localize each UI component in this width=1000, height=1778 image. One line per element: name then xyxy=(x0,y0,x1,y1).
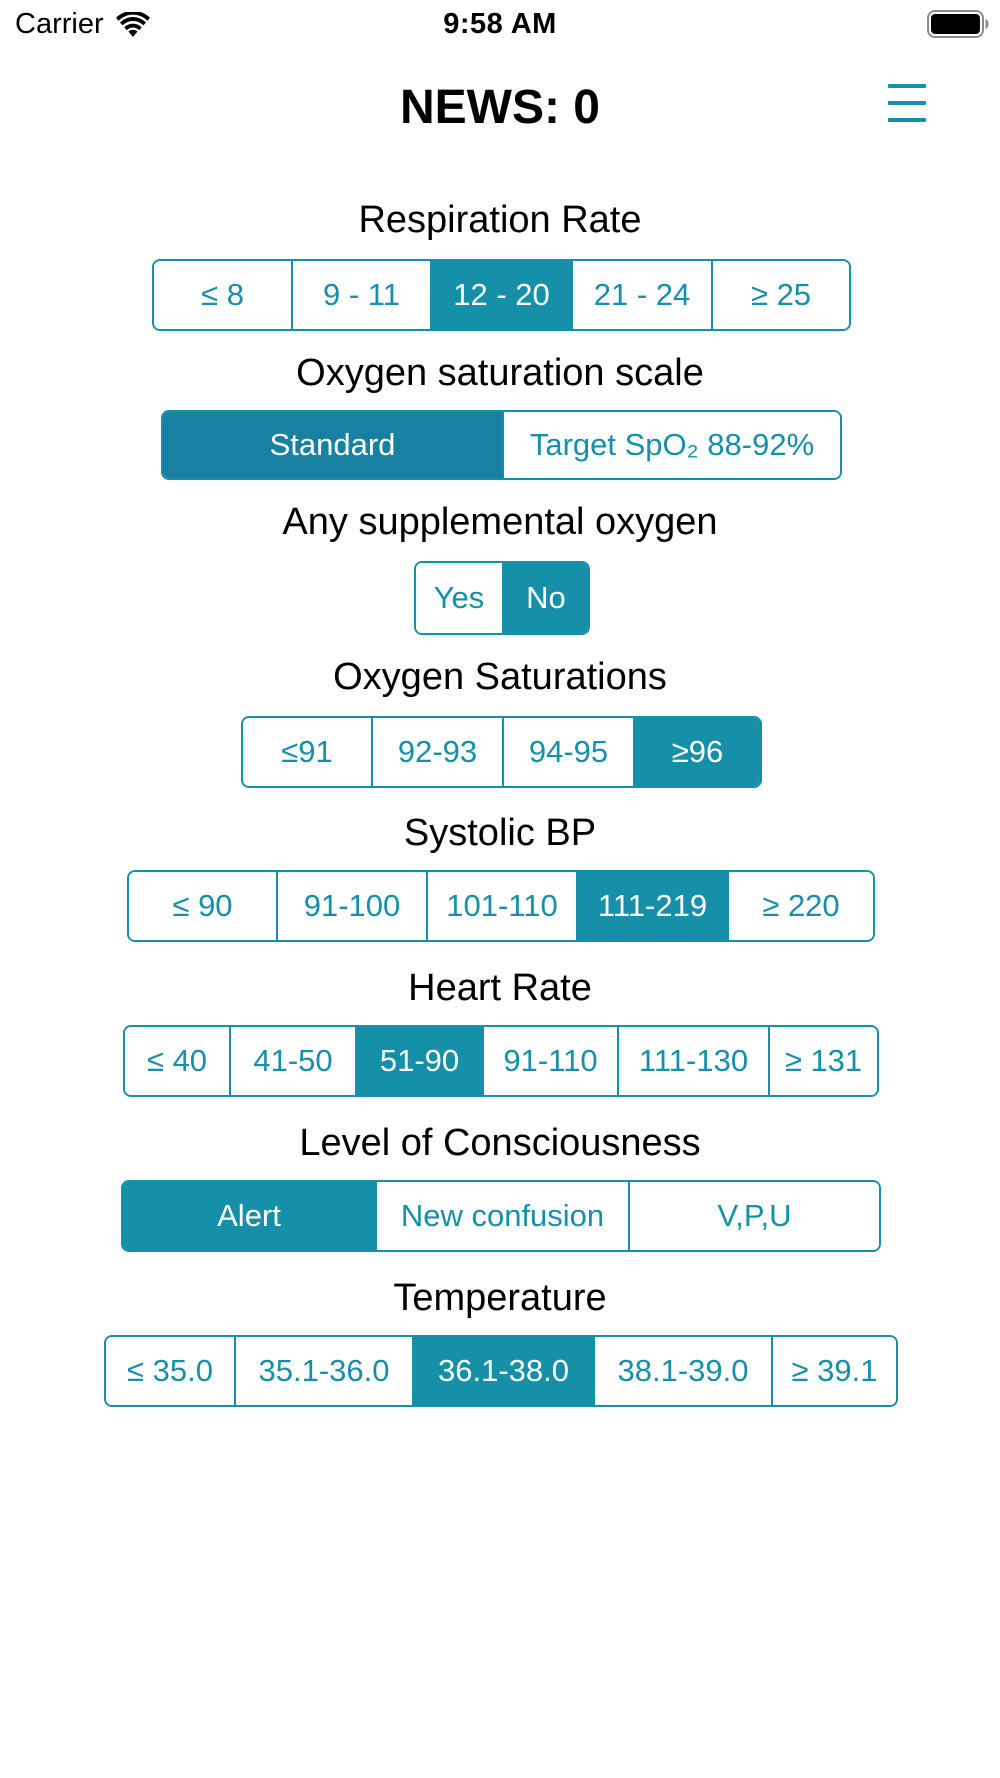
oxygen-scale-selector xyxy=(161,410,842,480)
respiration-rate-label: Respiration Rate xyxy=(358,199,642,241)
temperature-selector xyxy=(104,1335,898,1407)
supplemental-oxygen-option-selected[interactable]: No xyxy=(504,563,588,633)
temperature-option-selected[interactable]: 36.1-38.0 xyxy=(414,1337,595,1405)
heart-rate-option[interactable]: ≥ 131 xyxy=(770,1027,877,1095)
respiration-option[interactable]: ≤ 8 xyxy=(154,261,293,329)
consciousness-option[interactable]: V,P,U xyxy=(630,1182,879,1250)
temperature-option[interactable]: 35.1-36.0 xyxy=(236,1337,414,1405)
status-time: 9:58 AM xyxy=(443,8,557,40)
heart-rate-option[interactable]: 41-50 xyxy=(231,1027,357,1095)
systolic-bp-selector xyxy=(127,870,875,942)
supplemental-oxygen-selector xyxy=(414,561,590,635)
systolic-bp-option[interactable]: ≤ 90 xyxy=(129,872,278,940)
oxygen-saturations-label: Oxygen Saturations xyxy=(333,656,667,698)
supplemental-oxygen-label: Any supplemental oxygen xyxy=(282,501,718,543)
consciousness-option[interactable]: New confusion xyxy=(377,1182,630,1250)
oxygen-scale-label: Oxygen saturation scale xyxy=(296,352,704,394)
navigation-bar xyxy=(0,70,1000,150)
heart-rate-option[interactable]: 91-110 xyxy=(484,1027,619,1095)
temperature-option[interactable]: ≤ 35.0 xyxy=(106,1337,236,1405)
systolic-bp-option-selected[interactable]: 111-219 xyxy=(578,872,729,940)
consciousness-label: Level of Consciousness xyxy=(299,1122,701,1164)
heart-rate-option[interactable]: ≤ 40 xyxy=(125,1027,231,1095)
oxygen-scale-option-selected[interactable]: Standard xyxy=(163,412,504,478)
systolic-bp-option[interactable]: 101-110 xyxy=(428,872,578,940)
systolic-bp-option[interactable]: 91-100 xyxy=(278,872,428,940)
systolic-bp-label: Systolic BP xyxy=(403,812,597,854)
oxygen-saturations-selector xyxy=(241,716,762,788)
supplemental-oxygen-option[interactable]: Yes xyxy=(416,563,504,633)
temperature-option[interactable]: ≥ 39.1 xyxy=(773,1337,896,1405)
consciousness-selector xyxy=(121,1180,881,1252)
hamburger-menu-icon[interactable] xyxy=(884,84,932,130)
heart-rate-selector xyxy=(123,1025,879,1097)
respiration-option[interactable]: 9 - 11 xyxy=(293,261,432,329)
heart-rate-option-selected[interactable]: 51-90 xyxy=(357,1027,484,1095)
temperature-label: Temperature xyxy=(393,1277,607,1319)
battery-icon xyxy=(927,10,989,38)
respiration-option[interactable]: ≥ 25 xyxy=(713,261,849,329)
news-score-title: NEWS: 0 xyxy=(399,81,600,134)
consciousness-option-selected[interactable]: Alert xyxy=(123,1182,377,1250)
carrier-label: Carrier xyxy=(15,8,104,40)
respiration-rate-selector xyxy=(152,259,851,331)
heart-rate-option[interactable]: 111-130 xyxy=(619,1027,770,1095)
respiration-option-selected[interactable]: 12 - 20 xyxy=(432,261,573,329)
oxygen-saturation-option[interactable]: 92-93 xyxy=(373,718,504,786)
oxygen-scale-option[interactable]: Target SpO₂ 88-92% xyxy=(504,412,840,478)
temperature-option[interactable]: 38.1-39.0 xyxy=(595,1337,773,1405)
oxygen-saturation-option[interactable]: 94-95 xyxy=(504,718,635,786)
respiration-option[interactable]: 21 - 24 xyxy=(573,261,713,329)
systolic-bp-option[interactable]: ≥ 220 xyxy=(729,872,873,940)
oxygen-saturation-option-selected[interactable]: ≥96 xyxy=(635,718,760,786)
oxygen-saturation-option[interactable]: ≤91 xyxy=(243,718,373,786)
heart-rate-label: Heart Rate xyxy=(408,967,592,1009)
status-bar xyxy=(0,0,1000,50)
